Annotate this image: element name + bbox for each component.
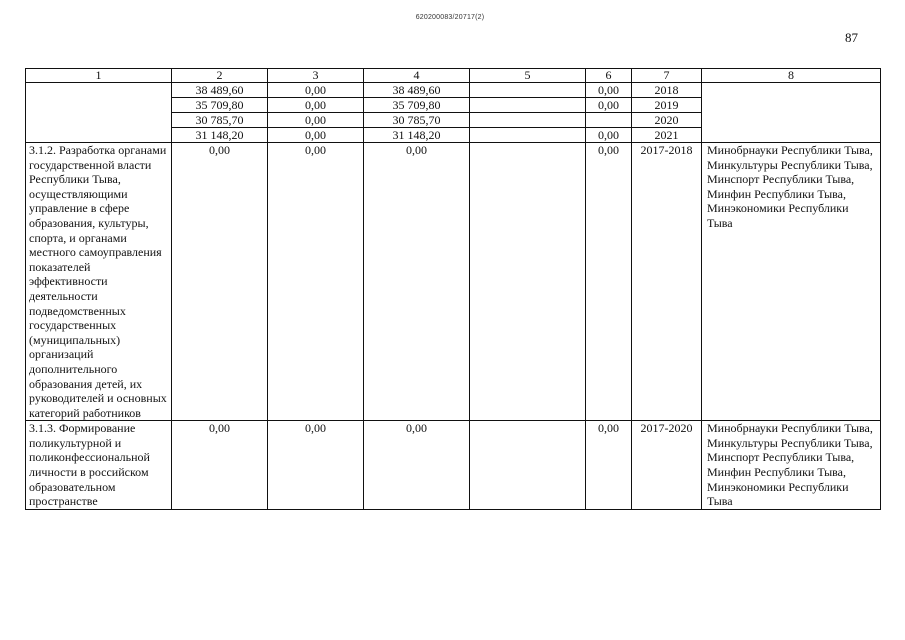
table-cell [470,128,586,143]
column-header: 2 [172,69,268,83]
measures-table [25,68,881,510]
table-cell [470,143,586,421]
table-cell [586,113,632,128]
table-cell [470,421,586,510]
table-cell: 0,00 [268,128,364,143]
table-row [26,421,881,510]
table-cell [470,83,586,98]
table-cell: 30 785,70 [172,113,268,128]
table-row [26,143,881,421]
table-cell [470,98,586,113]
year-cell: 2018 [632,83,702,98]
page-number: 87 [845,30,858,45]
responsible-bodies: Минобрнауки Республики Тыва, Минкультуры Республики Тыва, Минспорт Республики Тыва, Минфин Республики Тыва, Минэкономики Республики Тыва [702,421,881,510]
table-cell: 38 489,60 [364,83,470,98]
table-cell: 0,00 [364,421,470,510]
table-cell: 0,00 [586,143,632,421]
table-cell: 0,00 [586,98,632,113]
empty-description-cell [26,83,172,143]
column-header: 1 [26,69,172,83]
year-cell: 2020 [632,113,702,128]
document-header-code: 620200083/20717(2) [415,14,485,21]
table-cell: 0,00 [172,421,268,510]
table-cell: 0,00 [268,98,364,113]
measure-description: 3.1.3. Формирование поликультурной и поликонфессиональной личности в российском образовательном пространстве [26,421,172,510]
table-cell: 0,00 [586,128,632,143]
table-cell: 31 148,20 [172,128,268,143]
period-cell: 2017-2020 [632,421,702,510]
table-cell: 0,00 [268,113,364,128]
table-cell: 31 148,20 [364,128,470,143]
column-header: 6 [586,69,632,83]
table-cell: 0,00 [586,421,632,510]
responsible-bodies: Минобрнауки Республики Тыва, Минкультуры Республики Тыва, Минспорт Республики Тыва, Минфин Республики Тыва, Минэкономики Республики Тыва [702,143,881,421]
table-cell: 0,00 [364,143,470,421]
column-header: 4 [364,69,470,83]
table-cell: 0,00 [172,143,268,421]
table-cell: 35 709,80 [172,98,268,113]
table-cell: 30 785,70 [364,113,470,128]
table-cell: 35 709,80 [364,98,470,113]
column-header: 3 [268,69,364,83]
year-cell: 2019 [632,98,702,113]
table-cell: 0,00 [268,83,364,98]
table-row [26,83,881,98]
table-cell [470,113,586,128]
table-cell: 38 489,60 [172,83,268,98]
period-cell: 2017-2018 [632,143,702,421]
column-header: 8 [702,69,881,83]
column-header: 5 [470,69,586,83]
empty-responsible-cell [702,83,881,143]
table-cell: 0,00 [268,143,364,421]
table-cell: 0,00 [586,83,632,98]
table-cell: 0,00 [268,421,364,510]
column-header: 7 [632,69,702,83]
column-number-row [26,69,881,83]
measure-description: 3.1.2. Разработка органами государственной власти Республики Тыва, осуществляющими управление в сфере образования, культуры, спорта, и органами местного самоуправления показателей эффективности деятельности подведомственных государственных (муниципальных) организаций дополнительного образования детей, их руководителей и основных категорий работников [26,143,172,421]
year-cell: 2021 [632,128,702,143]
